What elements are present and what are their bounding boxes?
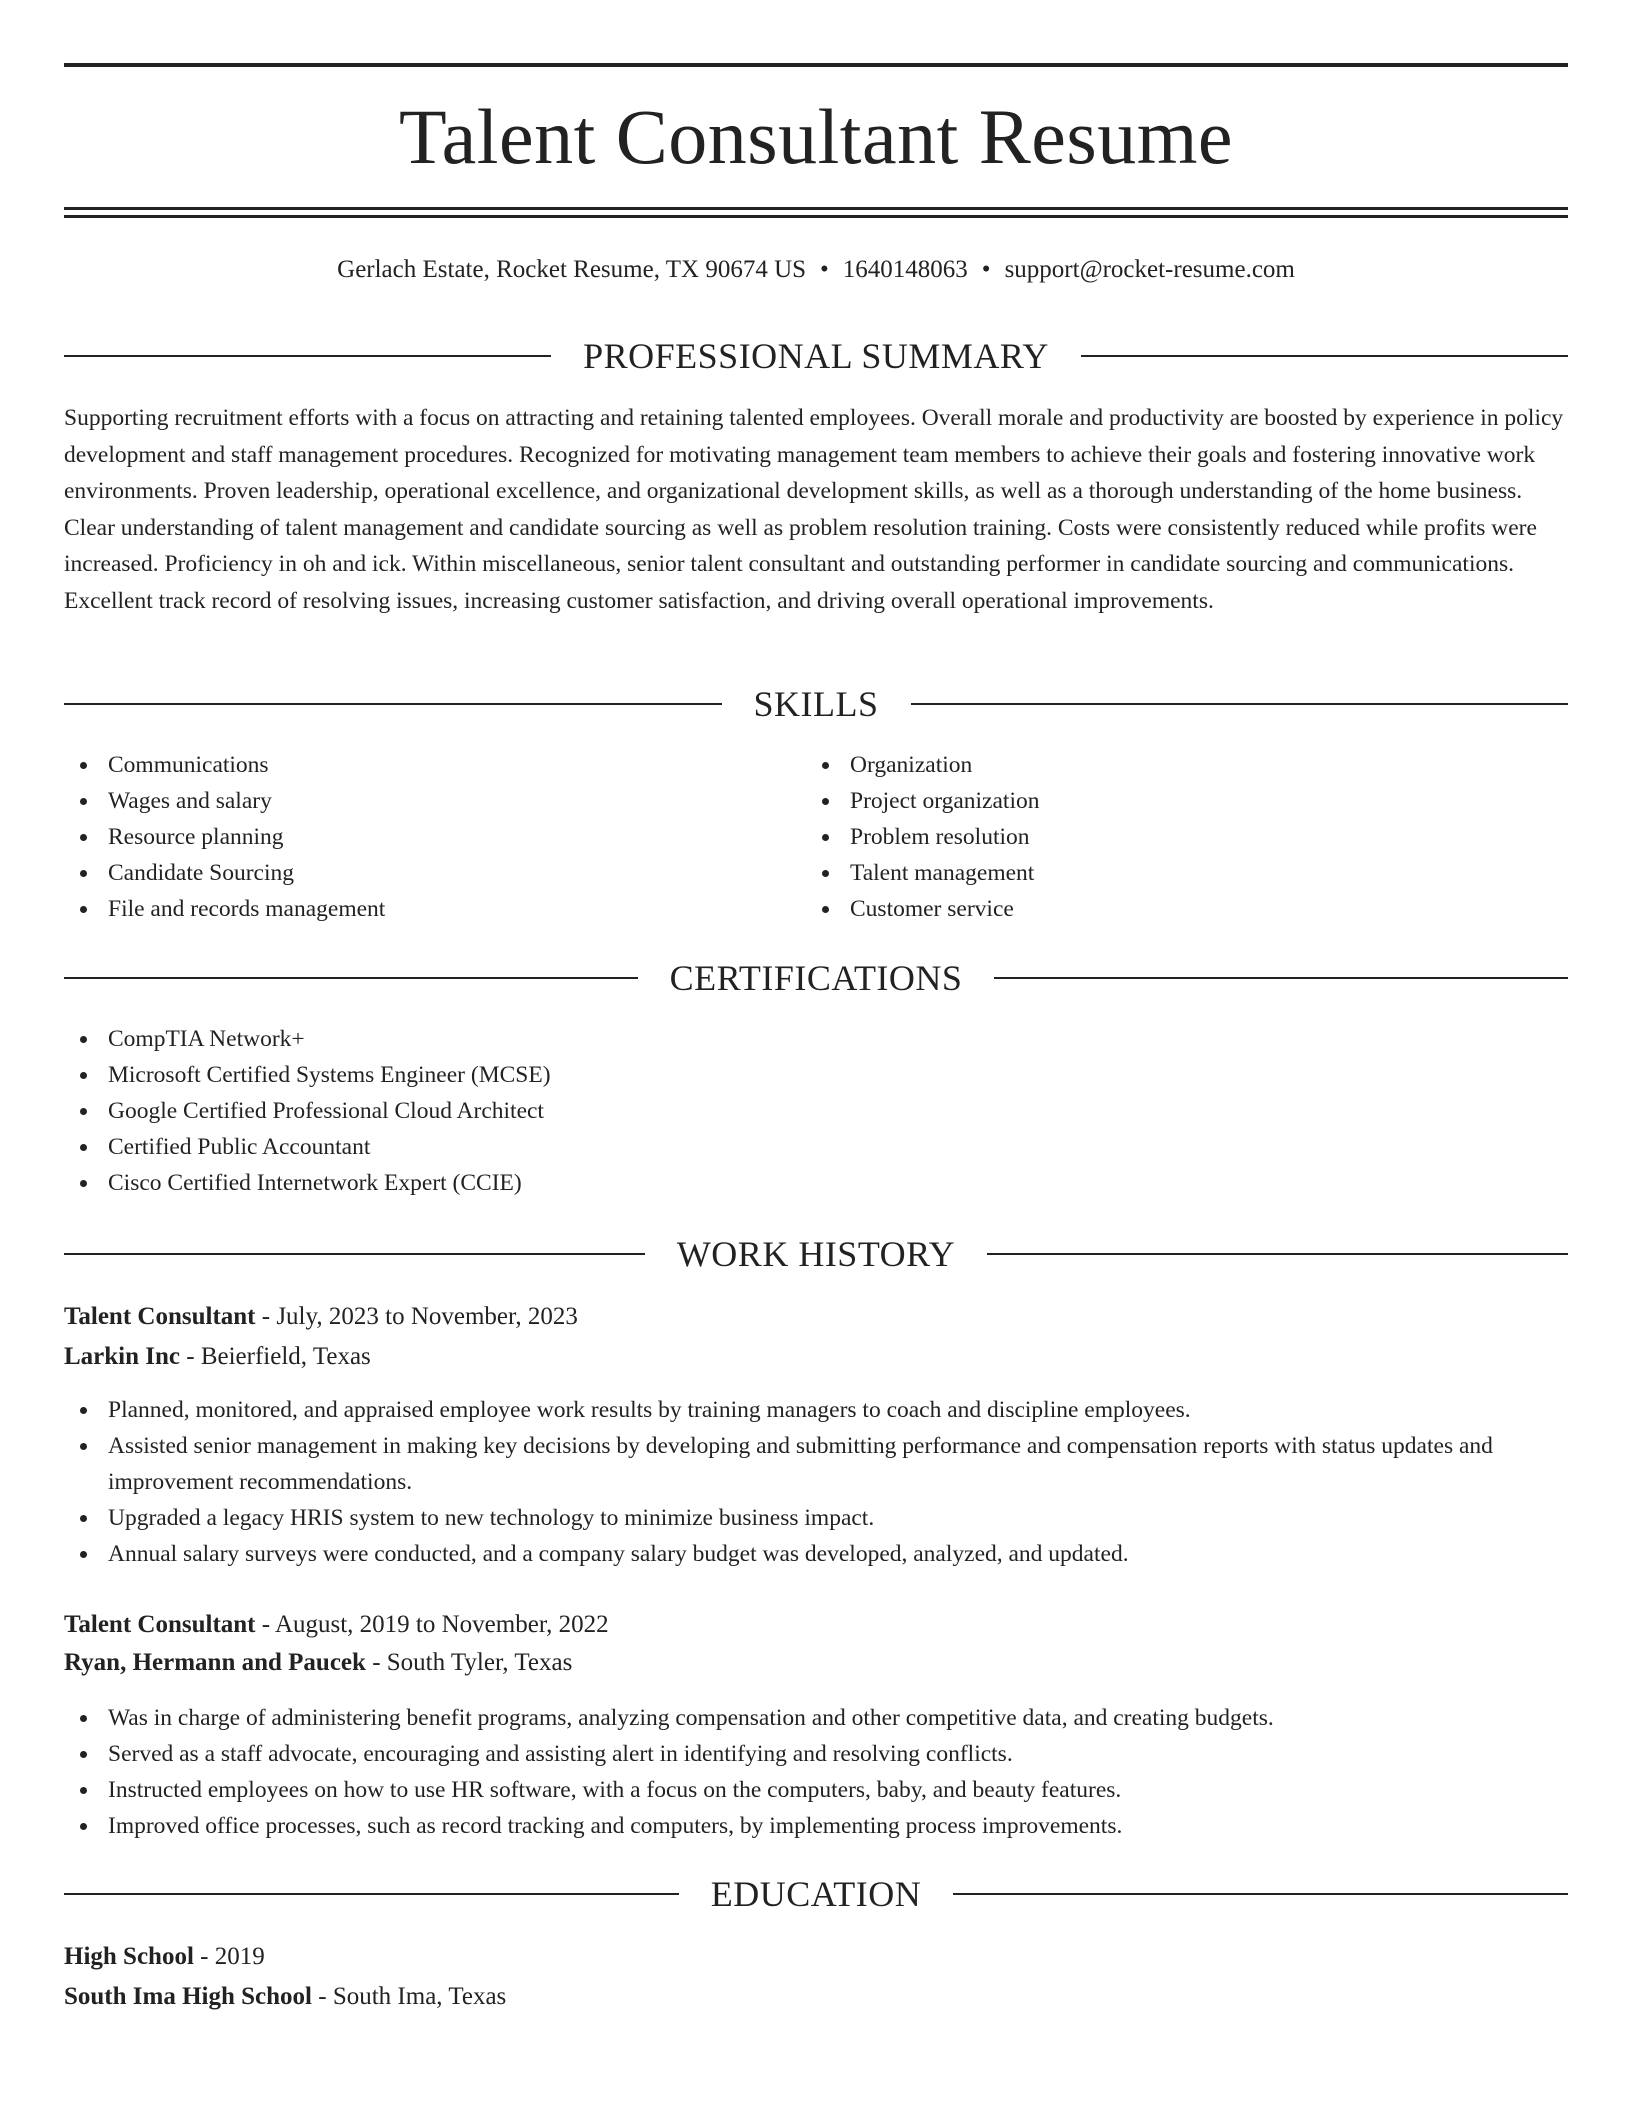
job-dates: - July, 2023 to November, 2023: [261, 1303, 578, 1330]
list-item: Cisco Certified Internetwork Expert (CCIE): [64, 1165, 1568, 1201]
summary-heading-label: PROFESSIONAL SUMMARY: [583, 336, 1049, 376]
education-year: - 2019: [200, 1943, 265, 1970]
title-rule-lower: [64, 215, 1568, 218]
heading-rule: [987, 1253, 1568, 1255]
list-item: Resource planning: [64, 819, 804, 855]
job-dates: - August, 2019 to November, 2022: [261, 1611, 609, 1638]
heading-rule: [953, 1893, 1568, 1895]
summary-text: Supporting recruitment efforts with a focus on attracting and retaining talented employees. Overall morale and productivity are boosted by experience in policy development and staff management procedures. Recognized for motivating management team members to achieve their goals and fostering innovative work environments. Proven leadership, operational excellence, and organizational development skills, as well as a thorough understanding of the home business. Clear understanding of talent management and candidate sourcing as well as problem resolution training. Costs were consistently reduced while profits were increased. Proficiency in oh and ick. Within miscellaneous, senior talent consultant and outstanding performer in candidate sourcing and communications. Excellent track record of resolving issues, increasing customer satisfaction, and driving overall operational improvements.: [64, 405, 1564, 614]
skills-list-left: [64, 747, 804, 927]
education-degree: High School: [64, 1943, 194, 1970]
list-item: Was in charge of administering benefit programs, analyzing compensation and other competitive data, and creating budgets.: [64, 1700, 1568, 1736]
job-location: - Beierfield, Texas: [186, 1343, 371, 1370]
contact-email: support@rocket-resume.com: [1004, 256, 1295, 283]
heading-rule: [64, 355, 551, 357]
list-item: Planned, monitored, and appraised employee work results by training managers to coach and discipline employees.: [64, 1392, 1568, 1428]
page-title: Talent Consultant Resume: [398, 93, 1234, 180]
heading-rule: [64, 1893, 679, 1895]
list-item: File and records management: [64, 891, 804, 927]
list-item: Annual salary surveys were conducted, and a company salary budget was developed, analyzed, and updated.: [64, 1536, 1568, 1572]
job-company-line: [64, 1340, 1568, 1374]
job-company: Larkin Inc: [64, 1343, 181, 1370]
list-item: Upgraded a legacy HRIS system to new technology to minimize business impact.: [64, 1500, 1568, 1536]
heading-rule: [64, 977, 638, 979]
job-bullets: [64, 1700, 1568, 1844]
heading-rule: [994, 977, 1568, 979]
work-history-heading-label: WORK HISTORY: [676, 1234, 956, 1274]
top-rule: [64, 63, 1568, 67]
title-rule-upper: [64, 207, 1568, 210]
job-title-line: [64, 1300, 1568, 1334]
list-item: Candidate Sourcing: [64, 855, 804, 891]
education-heading: [64, 1872, 1568, 1916]
contact-separator: •: [981, 256, 991, 283]
education-degree-line: [64, 1940, 1568, 1974]
work-history-heading: [64, 1232, 1568, 1276]
job-bullets: [64, 1392, 1568, 1572]
education-school: South Ima High School: [64, 1983, 312, 2010]
contact-address: Gerlach Estate, Rocket Resume, TX 90674 US: [337, 256, 807, 283]
list-item: Certified Public Accountant: [64, 1129, 1568, 1165]
list-item: Microsoft Certified Systems Engineer (MCSE): [64, 1057, 1568, 1093]
skills-list-right: [806, 747, 1546, 927]
job-title-line: [64, 1608, 1568, 1642]
contact-separator: •: [820, 256, 829, 283]
skills-heading: [64, 682, 1568, 726]
contact-phone: 1640148063: [842, 256, 968, 283]
list-item: Talent management: [806, 855, 1546, 891]
education-school-line: [64, 1980, 1568, 2014]
heading-rule: [64, 703, 722, 705]
list-item: Improved office processes, such as record tracking and computers, by implementing process improvements.: [64, 1808, 1568, 1844]
job-company: Ryan, Hermann and Paucek: [64, 1649, 366, 1676]
list-item: Communications: [64, 747, 804, 783]
list-item: Google Certified Professional Cloud Architect: [64, 1093, 1568, 1129]
skills-heading-label: SKILLS: [753, 684, 879, 724]
job-title: Talent Consultant: [64, 1611, 256, 1638]
certifications-heading-label: CERTIFICATIONS: [669, 958, 963, 998]
job-location: - South Tyler, Texas: [372, 1649, 573, 1676]
education-location: - South Ima, Texas: [318, 1983, 507, 2010]
contact-line: [64, 254, 1568, 286]
list-item: Wages and salary: [64, 783, 804, 819]
list-item: Problem resolution: [806, 819, 1546, 855]
list-item: Assisted senior management in making key decisions by developing and submitting performance and compensation reports with status updates and improvement recommendations.: [64, 1428, 1568, 1500]
certifications-list: [64, 1021, 1568, 1201]
summary-heading: [64, 334, 1568, 378]
list-item: Organization: [806, 747, 1546, 783]
heading-rule: [1081, 355, 1568, 357]
heading-rule: [64, 1253, 645, 1255]
list-item: Instructed employees on how to use HR software, with a focus on the computers, baby, and beauty features.: [64, 1772, 1568, 1808]
job-company-line: [64, 1646, 1568, 1680]
education-heading-label: EDUCATION: [710, 1874, 922, 1914]
job-title: Talent Consultant: [64, 1303, 256, 1330]
list-item: Served as a staff advocate, encouraging and assisting alert in identifying and resolving conflicts.: [64, 1736, 1568, 1772]
certifications-heading: [64, 956, 1568, 1000]
list-item: Project organization: [806, 783, 1546, 819]
list-item: Customer service: [806, 891, 1546, 927]
list-item: CompTIA Network+: [64, 1021, 1568, 1057]
heading-rule: [911, 703, 1569, 705]
